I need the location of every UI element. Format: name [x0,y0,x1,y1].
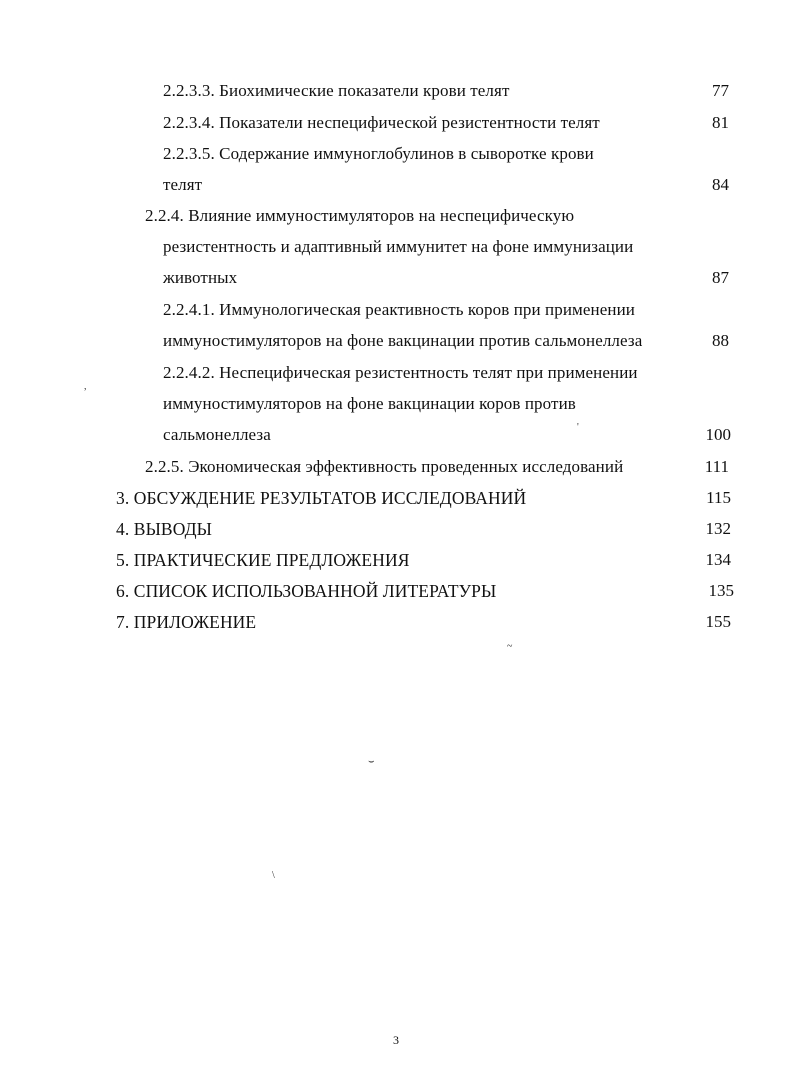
toc-entry-chapter-5-page: 134 [705,550,731,569]
toc-entry-2-2-3-5-page: 84 [712,175,729,194]
scan-speck: ~ [507,641,513,652]
toc-entry-2-2-4-2-page: 100 [705,425,731,444]
scan-speck: \ [272,870,275,881]
toc-entry-2-2-3-4-title: 2.2.3.4. Показатели неспецифической резистентности телят [163,113,600,132]
toc-entry-2-2-4-2-title-line3: сальмонеллеза [163,425,271,444]
toc-entry-chapter-3-title: 3. ОБСУЖДЕНИЕ РЕЗУЛЬТАТОВ ИССЛЕДОВАНИЙ [116,488,527,508]
toc-entry-chapter-7-title: 7. ПРИЛОЖЕНИЕ [116,612,257,632]
toc-entry-chapter-4-title: 4. ВЫВОДЫ [116,519,212,539]
scan-speck: , [84,381,87,392]
toc-entry-2-2-4-title-line3: животных [163,268,238,287]
toc-entry-2-2-3-5-title-line1: 2.2.3.5. Содержание иммуноглобулинов в сыворотке крови [163,144,594,163]
toc-entry-2-2-4-1-page: 88 [712,331,729,350]
toc-entry-2-2-3-4-page: 81 [712,113,729,132]
toc-entry-2-2-5-page: 111 [704,457,729,476]
toc-entry-chapter-6-title: 6. СПИСОК ИСПОЛЬЗОВАННОЙ ЛИТЕРАТУРЫ [116,581,497,601]
toc-entry-chapter-7-page: 155 [705,612,731,631]
toc-entry-2-2-4-2-title-line2: иммуностимуляторов на фоне вакцинации коров против [163,394,576,413]
toc-entry-chapter-6-page: 135 [708,581,734,600]
toc-entry-2-2-3-5-title-line2: телят [163,175,203,194]
toc-entry-2-2-4-title-line1: 2.2.4. Влияние иммуностимуляторов на неспецифическую [145,206,575,225]
toc-entry-2-2-4-1-title-line1: 2.2.4.1. Иммунологическая реактивность коров при применении [163,300,635,319]
page-number: 3 [393,1033,399,1047]
toc-entry-chapter-3-page: 115 [706,488,731,507]
toc-entry-2-2-3-3-page: 77 [712,81,729,100]
toc-entry-2-2-4-1-title-line2: иммуностимуляторов на фоне вакцинации против сальмонеллеза [163,331,643,350]
toc-entry-2-2-3-3-title: 2.2.3.3. Биохимические показатели крови телят [163,81,510,100]
toc-entry-2-2-5-title: 2.2.5. Экономическая эффективность проведенных исследований [145,457,624,476]
toc-entry-chapter-5-title: 5. ПРАКТИЧЕСКИЕ ПРЕДЛОЖЕНИЯ [116,550,410,570]
toc-entry-2-2-4-title-line2: резистентность и адаптивный иммунитет на фоне иммунизации [163,237,634,256]
scan-speck: ' [577,422,579,433]
toc-entry-chapter-4-page: 132 [705,519,731,538]
scan-speck: ⌣ [368,756,375,767]
toc-entry-2-2-4-2-title-line1: 2.2.4.2. Неспецифическая резистентность телят при применении [163,363,638,382]
toc-entry-2-2-4-page: 87 [712,268,729,287]
